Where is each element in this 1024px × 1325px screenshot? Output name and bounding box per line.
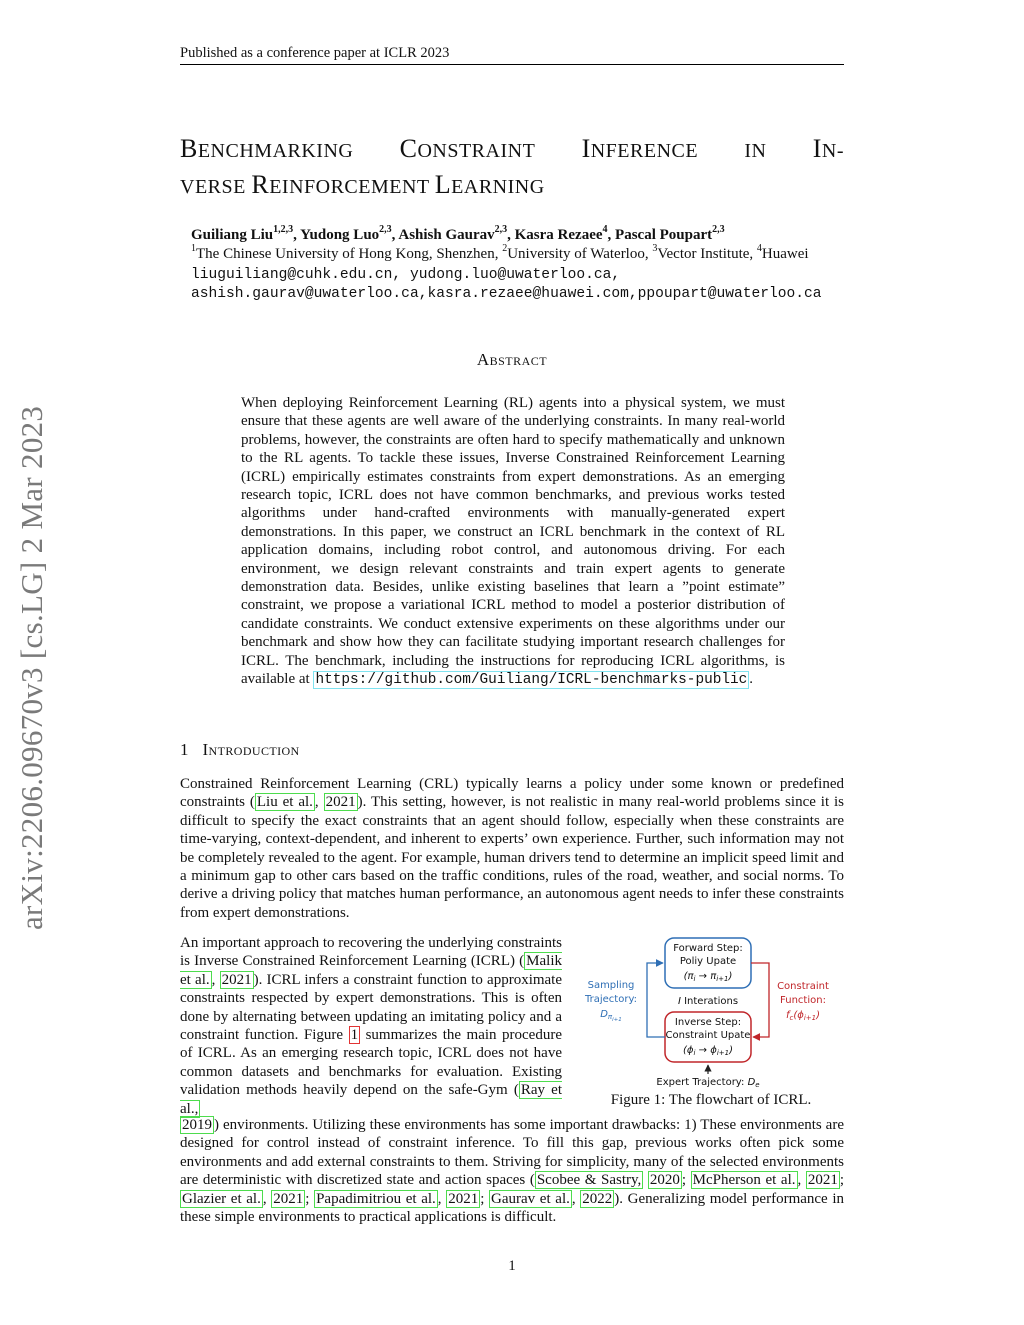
title-line-1: [180, 132, 844, 168]
sampling-formula: $D_{\pi i+1}$: [600, 1009, 622, 1023]
github-link[interactable]: https://github.com/Guiliang/ICRL-benchmarks-public: [315, 672, 748, 689]
citation-link[interactable]: Papadimitriou et al.: [316, 1190, 436, 1207]
citation-link[interactable]: Ray et al.,: [180, 1082, 562, 1117]
page-number: 1: [508, 1258, 516, 1274]
citation-link[interactable]: 2021: [325, 794, 356, 811]
inverse-step-label: Inverse Step:: [674, 1017, 742, 1028]
author-emails-line-2: ashish.gaurav@uwaterloo.ca,kasra.rezaee@huawei.com,ppoupart@uwaterloo.ca: [191, 286, 822, 302]
author-list: Guiliang Liu$^{1,2,3}$, Yudong Luo$^{2,3}$, Ashish Gaurav$^{2,3}$, Kasra Rezaee$^4$, Pascal Poupart$^{2,3}$: [191, 224, 725, 243]
constraint-formula: $f_c(\phi_{i+1})$: [785, 1010, 821, 1022]
forward-step-label: Forward Step:: [673, 943, 743, 954]
intro-paragraph-3: 2019 ) environments. Utilizing these environments has some important drawbacks: 1) These environments are designed for control instead of constraint inference. To fill this gap, previous works often pick some environments and add external constraints to them. Striving for simplicity, many of the selected environments are deterministic with discretized state and action spaces ( Scobee & Sastry, 2020 ; McPherson et al. , 2021 ; Glazier et al. , 2021 ; Papadimitriou et al. , 2021 ; Gaurav et al. , 2022 ). Generalizing model performance in these simple environments to practical applications is difficult.: [180, 1117, 845, 1226]
header-rule: [180, 64, 844, 65]
inverse-step-sub: Constraint Upate: [665, 1030, 751, 1041]
abstract-heading: Abstract: [476, 350, 548, 369]
author-name: Yudong Luo: [300, 227, 380, 243]
forward-step-formula: $(\pi_i \to \pi_{i+1})$: [683, 971, 733, 983]
author-name: Pascal Poupart: [615, 227, 713, 243]
iterations-label: I Interations: [677, 996, 739, 1007]
arxiv-watermark: arXiv:2206.09670v3 [cs.LG] 2 Mar 2023: [14, 405, 49, 930]
expert-label: Expert Trajectory: $D_e$: [656, 1077, 760, 1089]
author-emails-line-1: liuguiliang@cuhk.edu.cn, yudong.luo@uwaterloo.ca,: [191, 267, 621, 283]
intro-paragraph-1: Constrained Reinforcement Learning (CRL) typically learns a policy under some known or predefined constraints ( Liu et al. , 2021 ). This setting, however, is not realistic in many real-world problems since it is difficult to specify the exact constraints that an agent should follow, especially when these constraints are time-varying, context-dependent, and inherent to experts’ own experience. Further, such information may not be completely revealed to the agent. For example, human drivers tend to determine an implicit speed limit and a minimum gap to other cars based on the traffic conditions, rules of the road, weather, and social norms. To derive a driving policy that matches human performance, an autonomous agent needs to infer these constraints from expert demonstrations.: [180, 776, 845, 921]
citation-link[interactable]: McPherson et al.: [692, 1172, 796, 1189]
constraint-sub: Function:: [780, 995, 826, 1006]
section-heading: 1 Introduction: [180, 740, 300, 759]
title-line-2: VERSE REINFORCEMENT LEARNING: [180, 170, 545, 199]
citation-link[interactable]: 2021: [273, 1190, 304, 1207]
title-word: INFERENCE: [581, 134, 699, 163]
citation-link[interactable]: Gaurav et al.: [491, 1190, 570, 1207]
citation-link[interactable]: 2021: [221, 971, 252, 988]
icrl-flowchart: [583, 934, 833, 1089]
sampling-sub: Trajectory:: [584, 994, 638, 1005]
intro-paragraph-2: An important approach to recovering the underlying constraints is Inverse Constrained Reinforcement Learning (ICRL) ( Malik et al. , 2021 ). ICRL infers a constraint function to approximate constraints respected by expert demonstrations. This is often done by alternating between updating an imitating policy and a constraint function. Figure 1 summarizes the main procedure of ICRL. As an emerging research topic, ICRL does not have common datasets and benchmarks for evaluation. Existing validation methods heavily depend on the safe-Gym ( Ray et al.,: [180, 935, 563, 1117]
citation-link[interactable]: 2020: [649, 1172, 680, 1189]
inverse-step-formula: $(\phi_i \to \phi_{i+1})$: [683, 1045, 733, 1057]
citation-link[interactable]: 2019: [182, 1117, 212, 1133]
sampling-label: Sampling: [587, 980, 635, 991]
citation-link[interactable]: 2021: [807, 1172, 838, 1189]
citation-link[interactable]: Scobee & Sastry,: [536, 1172, 642, 1189]
constraint-label: Constraint: [777, 981, 829, 992]
figure-caption: Figure 1: The flowchart of ICRL.: [610, 1092, 812, 1108]
citation-link[interactable]: Glazier et al.: [182, 1190, 261, 1207]
citation-link[interactable]: 2021: [448, 1190, 479, 1207]
title-word: IN-: [812, 134, 844, 163]
sampling-arrow: [647, 963, 665, 1037]
paper-title: [180, 132, 850, 204]
title-word: CONSTRAINT: [399, 134, 536, 163]
constraint-arrow: [751, 963, 769, 1037]
citation-link[interactable]: 2022: [582, 1190, 613, 1207]
abstract-body: When deploying Reinforcement Learning (RL) agents into a physical system, we must ensure that these agents are well aware of the underlying constraints. In many real-world problems, however, the constraints are often hard to specify mathematically and unknown to the RL agents. To tackle these issues, Inverse Constrained Reinforcement Learning (ICRL) empirically estimates constraints from expert demonstrations. As an emerging research topic, ICRL does not have common benchmarks, and previous works tested algorithms under hand-crafted environments with manually-generated expert demonstrations. In this paper, we construct an ICRL benchmark in the context of RL application domains, including robot control, and autonomous driving. For each environment, we design relevant constraints and train expert agents to generate demonstration data. Besides, unlike existing baselines that learn a ”point estimate” constraint, we propose a variational ICRL method to model a posterior distribution of candidate constraints. We conduct extensive experiments on these algorithms under our benchmark and show how they can facilitate studying important research challenges for ICRL. The benchmark, including the instructions for reproducing ICRL algorithms, is available at https://github.com/Guiliang/ICRL-benchmarks-public .: [241, 395, 785, 689]
title-word: IN: [744, 140, 767, 162]
title-word: BENCHMARKING: [180, 134, 354, 163]
citation-link[interactable]: Malik et al.: [180, 953, 562, 988]
figure-reference-link[interactable]: 1: [350, 1027, 359, 1044]
author-name: Kasra Rezaee: [514, 227, 603, 243]
author-name: Guiliang Liu: [191, 227, 274, 243]
author-name: Ashish Gaurav: [398, 227, 495, 243]
citation-link[interactable]: Liu et al.: [256, 794, 313, 811]
running-header: Published as a conference paper at ICLR 2023: [180, 45, 450, 61]
forward-step-sub: Poliy Upate: [679, 956, 737, 967]
affiliations: $^1$The Chinese University of Hong Kong, Shenzhen, $^2$University of Waterloo, $^3$Vector Institute, $^4$Huawei: [191, 243, 809, 262]
